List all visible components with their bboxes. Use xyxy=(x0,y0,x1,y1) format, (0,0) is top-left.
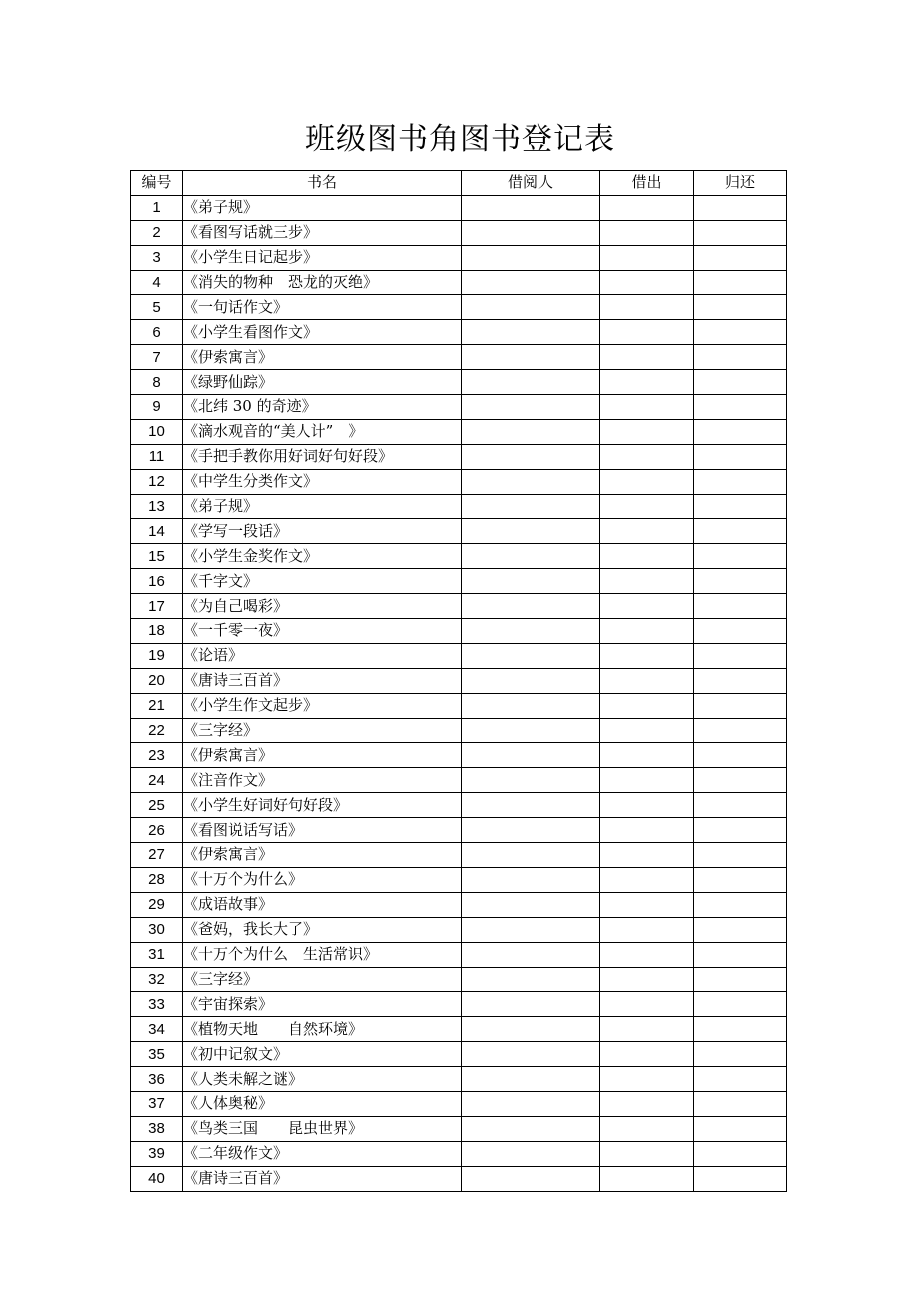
book-title: 《北纬 30 的奇迹》 xyxy=(183,395,462,420)
returned-cell xyxy=(694,668,787,693)
borrower-cell xyxy=(462,370,600,395)
table-row xyxy=(131,1116,787,1141)
borrower-cell xyxy=(462,619,600,644)
borrower-cell xyxy=(462,768,600,793)
borrowed-cell xyxy=(600,1166,694,1191)
borrowed-cell xyxy=(600,693,694,718)
table-row xyxy=(131,320,787,345)
book-number: 23 xyxy=(131,743,183,768)
table-row xyxy=(131,395,787,420)
book-title: 《人体奥秘》 xyxy=(183,1091,462,1116)
book-title: 《伊索寓言》 xyxy=(183,345,462,370)
table-row xyxy=(131,345,787,370)
returned-cell xyxy=(694,743,787,768)
returned-cell xyxy=(694,942,787,967)
table-row xyxy=(131,668,787,693)
borrowed-cell xyxy=(600,1017,694,1042)
borrower-cell xyxy=(462,494,600,519)
returned-cell xyxy=(694,519,787,544)
borrowed-cell xyxy=(600,444,694,469)
borrower-cell xyxy=(462,718,600,743)
book-number: 25 xyxy=(131,793,183,818)
book-title: 《小学生好词好句好段》 xyxy=(183,793,462,818)
returned-cell xyxy=(694,1042,787,1067)
borrowed-cell xyxy=(600,594,694,619)
borrowed-cell xyxy=(600,345,694,370)
book-number: 7 xyxy=(131,345,183,370)
borrower-cell xyxy=(462,1166,600,1191)
borrower-cell xyxy=(462,270,600,295)
table-row xyxy=(131,270,787,295)
book-number: 22 xyxy=(131,718,183,743)
page-title: 班级图书角图书登记表 xyxy=(305,122,615,157)
table-row xyxy=(131,370,787,395)
borrower-cell xyxy=(462,245,600,270)
book-number: 17 xyxy=(131,594,183,619)
header-borrowed: 借出 xyxy=(600,171,694,196)
returned-cell xyxy=(694,195,787,220)
borrowed-cell xyxy=(600,643,694,668)
table-row xyxy=(131,793,787,818)
book-title: 《一句话作文》 xyxy=(183,295,462,320)
borrowed-cell xyxy=(600,718,694,743)
borrower-cell xyxy=(462,469,600,494)
book-title: 《伊索寓言》 xyxy=(183,743,462,768)
table-body xyxy=(131,195,787,1191)
book-title: 《唐诗三百首》 xyxy=(183,1166,462,1191)
table-row xyxy=(131,1017,787,1042)
book-number: 18 xyxy=(131,619,183,644)
returned-cell xyxy=(694,320,787,345)
borrowed-cell xyxy=(600,867,694,892)
returned-cell xyxy=(694,917,787,942)
table-row xyxy=(131,1141,787,1166)
returned-cell xyxy=(694,245,787,270)
table-row xyxy=(131,693,787,718)
table-row xyxy=(131,643,787,668)
book-number: 3 xyxy=(131,245,183,270)
book-title: 《三字经》 xyxy=(183,718,462,743)
table-row xyxy=(131,867,787,892)
table-row xyxy=(131,494,787,519)
book-number: 33 xyxy=(131,992,183,1017)
book-title: 《注音作文》 xyxy=(183,768,462,793)
table-row xyxy=(131,544,787,569)
table-row xyxy=(131,519,787,544)
returned-cell xyxy=(694,892,787,917)
book-number: 5 xyxy=(131,295,183,320)
returned-cell xyxy=(694,793,787,818)
borrower-cell xyxy=(462,967,600,992)
table-row xyxy=(131,917,787,942)
book-number: 2 xyxy=(131,220,183,245)
book-number: 10 xyxy=(131,419,183,444)
table-row xyxy=(131,245,787,270)
borrower-cell xyxy=(462,195,600,220)
book-number: 9 xyxy=(131,395,183,420)
header-returned: 归还 xyxy=(694,171,787,196)
book-number: 26 xyxy=(131,818,183,843)
returned-cell xyxy=(694,1017,787,1042)
borrower-cell xyxy=(462,867,600,892)
borrower-cell xyxy=(462,917,600,942)
table-row xyxy=(131,1091,787,1116)
borrowed-cell xyxy=(600,793,694,818)
book-number: 35 xyxy=(131,1042,183,1067)
borrowed-cell xyxy=(600,494,694,519)
borrowed-cell xyxy=(600,544,694,569)
book-title: 《论语》 xyxy=(183,643,462,668)
book-number: 1 xyxy=(131,195,183,220)
borrowed-cell xyxy=(600,768,694,793)
returned-cell xyxy=(694,643,787,668)
returned-cell xyxy=(694,718,787,743)
borrower-cell xyxy=(462,643,600,668)
book-number: 24 xyxy=(131,768,183,793)
book-number: 12 xyxy=(131,469,183,494)
borrowed-cell xyxy=(600,843,694,868)
borrower-cell xyxy=(462,544,600,569)
returned-cell xyxy=(694,419,787,444)
returned-cell xyxy=(694,469,787,494)
book-number: 30 xyxy=(131,917,183,942)
book-title: 《三字经》 xyxy=(183,967,462,992)
book-title: 《人类未解之谜》 xyxy=(183,1067,462,1092)
table-row xyxy=(131,992,787,1017)
book-number: 16 xyxy=(131,569,183,594)
borrowed-cell xyxy=(600,1116,694,1141)
borrowed-cell xyxy=(600,195,694,220)
borrowed-cell xyxy=(600,743,694,768)
borrower-cell xyxy=(462,1067,600,1092)
table-row xyxy=(131,619,787,644)
book-title: 《宇宙探索》 xyxy=(183,992,462,1017)
table-row xyxy=(131,1166,787,1191)
book-title: 《十万个为什么》 xyxy=(183,867,462,892)
borrowed-cell xyxy=(600,370,694,395)
borrowed-cell xyxy=(600,320,694,345)
borrower-cell xyxy=(462,1017,600,1042)
returned-cell xyxy=(694,843,787,868)
book-title: 《一千零一夜》 xyxy=(183,619,462,644)
table-row xyxy=(131,718,787,743)
book-number: 20 xyxy=(131,668,183,693)
returned-cell xyxy=(694,444,787,469)
book-title: 《看图写话就三步》 xyxy=(183,220,462,245)
borrower-cell xyxy=(462,1091,600,1116)
book-number: 21 xyxy=(131,693,183,718)
book-number: 28 xyxy=(131,867,183,892)
borrower-cell xyxy=(462,942,600,967)
table-row xyxy=(131,220,787,245)
returned-cell xyxy=(694,693,787,718)
table-row xyxy=(131,569,787,594)
returned-cell xyxy=(694,569,787,594)
borrowed-cell xyxy=(600,1042,694,1067)
borrower-cell xyxy=(462,668,600,693)
book-title: 《小学生看图作文》 xyxy=(183,320,462,345)
borrower-cell xyxy=(462,743,600,768)
borrower-cell xyxy=(462,320,600,345)
table-row xyxy=(131,967,787,992)
returned-cell xyxy=(694,270,787,295)
book-title: 《手把手教你用好词好句好段》 xyxy=(183,444,462,469)
book-title: 《弟子规》 xyxy=(183,195,462,220)
returned-cell xyxy=(694,370,787,395)
borrowed-cell xyxy=(600,942,694,967)
borrowed-cell xyxy=(600,992,694,1017)
book-number: 11 xyxy=(131,444,183,469)
table-row xyxy=(131,195,787,220)
table-row xyxy=(131,843,787,868)
table-row xyxy=(131,295,787,320)
borrowed-cell xyxy=(600,892,694,917)
borrowed-cell xyxy=(600,419,694,444)
borrowed-cell xyxy=(600,818,694,843)
book-title: 《千字文》 xyxy=(183,569,462,594)
table-row xyxy=(131,469,787,494)
book-number: 40 xyxy=(131,1166,183,1191)
table-row xyxy=(131,768,787,793)
table-row xyxy=(131,892,787,917)
borrower-cell xyxy=(462,1042,600,1067)
book-number: 6 xyxy=(131,320,183,345)
borrower-cell xyxy=(462,395,600,420)
borrower-cell xyxy=(462,818,600,843)
returned-cell xyxy=(694,395,787,420)
returned-cell xyxy=(694,594,787,619)
book-number: 19 xyxy=(131,643,183,668)
borrower-cell xyxy=(462,295,600,320)
returned-cell xyxy=(694,967,787,992)
borrowed-cell xyxy=(600,395,694,420)
table-row xyxy=(131,743,787,768)
borrowed-cell xyxy=(600,295,694,320)
borrowed-cell xyxy=(600,668,694,693)
returned-cell xyxy=(694,867,787,892)
borrower-cell xyxy=(462,992,600,1017)
borrowed-cell xyxy=(600,619,694,644)
table-row xyxy=(131,942,787,967)
book-title: 《为自己喝彩》 xyxy=(183,594,462,619)
borrowed-cell xyxy=(600,220,694,245)
book-number: 13 xyxy=(131,494,183,519)
book-title: 《看图说话写话》 xyxy=(183,818,462,843)
borrower-cell xyxy=(462,519,600,544)
book-number: 39 xyxy=(131,1141,183,1166)
book-number: 8 xyxy=(131,370,183,395)
table-row xyxy=(131,818,787,843)
returned-cell xyxy=(694,494,787,519)
header-book: 书名 xyxy=(183,171,462,196)
book-number: 15 xyxy=(131,544,183,569)
borrowed-cell xyxy=(600,519,694,544)
borrower-cell xyxy=(462,569,600,594)
book-title: 《小学生作文起步》 xyxy=(183,693,462,718)
borrower-cell xyxy=(462,793,600,818)
book-number: 38 xyxy=(131,1116,183,1141)
book-title: 《二年级作文》 xyxy=(183,1141,462,1166)
returned-cell xyxy=(694,1091,787,1116)
returned-cell xyxy=(694,768,787,793)
book-title: 《爸妈，我长大了》 xyxy=(183,917,462,942)
returned-cell xyxy=(694,1166,787,1191)
book-title: 《伊索寓言》 xyxy=(183,843,462,868)
table-row xyxy=(131,1042,787,1067)
returned-cell xyxy=(694,818,787,843)
book-number: 4 xyxy=(131,270,183,295)
returned-cell xyxy=(694,1067,787,1092)
borrowed-cell xyxy=(600,569,694,594)
book-number: 27 xyxy=(131,843,183,868)
borrowed-cell xyxy=(600,245,694,270)
returned-cell xyxy=(694,345,787,370)
table-header-row xyxy=(131,171,787,196)
borrower-cell xyxy=(462,419,600,444)
table-row xyxy=(131,594,787,619)
borrowed-cell xyxy=(600,270,694,295)
header-borrower: 借阅人 xyxy=(462,171,600,196)
returned-cell xyxy=(694,1116,787,1141)
book-title: 《小学生金奖作文》 xyxy=(183,544,462,569)
book-title: 《唐诗三百首》 xyxy=(183,668,462,693)
borrowed-cell xyxy=(600,1141,694,1166)
borrower-cell xyxy=(462,444,600,469)
book-title: 《弟子规》 xyxy=(183,494,462,519)
book-number: 34 xyxy=(131,1017,183,1042)
book-number: 29 xyxy=(131,892,183,917)
borrower-cell xyxy=(462,892,600,917)
table-row xyxy=(131,419,787,444)
returned-cell xyxy=(694,295,787,320)
borrower-cell xyxy=(462,843,600,868)
book-number: 14 xyxy=(131,519,183,544)
book-title: 《学写一段话》 xyxy=(183,519,462,544)
borrowed-cell xyxy=(600,1067,694,1092)
header-number: 编号 xyxy=(131,171,183,196)
returned-cell xyxy=(694,619,787,644)
borrowed-cell xyxy=(600,967,694,992)
book-title: 《滴水观音的“美人计” 》 xyxy=(183,419,462,444)
book-title: 《十万个为什么 生活常识》 xyxy=(183,942,462,967)
book-number: 37 xyxy=(131,1091,183,1116)
returned-cell xyxy=(694,220,787,245)
book-title: 《中学生分类作文》 xyxy=(183,469,462,494)
book-register-table xyxy=(130,170,787,1192)
book-number: 31 xyxy=(131,942,183,967)
returned-cell xyxy=(694,1141,787,1166)
table-row xyxy=(131,1067,787,1092)
returned-cell xyxy=(694,544,787,569)
borrower-cell xyxy=(462,693,600,718)
borrower-cell xyxy=(462,1141,600,1166)
returned-cell xyxy=(694,992,787,1017)
borrower-cell xyxy=(462,220,600,245)
borrowed-cell xyxy=(600,917,694,942)
book-title: 《初中记叙文》 xyxy=(183,1042,462,1067)
book-number: 36 xyxy=(131,1067,183,1092)
book-title: 《成语故事》 xyxy=(183,892,462,917)
borrowed-cell xyxy=(600,1091,694,1116)
borrower-cell xyxy=(462,1116,600,1141)
table-row xyxy=(131,444,787,469)
book-number: 32 xyxy=(131,967,183,992)
borrowed-cell xyxy=(600,469,694,494)
book-title: 《小学生日记起步》 xyxy=(183,245,462,270)
book-title: 《消失的物种 恐龙的灭绝》 xyxy=(183,270,462,295)
book-title: 《鸟类三国 昆虫世界》 xyxy=(183,1116,462,1141)
book-title: 《绿野仙踪》 xyxy=(183,370,462,395)
book-title: 《植物天地 自然环境》 xyxy=(183,1017,462,1042)
borrower-cell xyxy=(462,345,600,370)
borrower-cell xyxy=(462,594,600,619)
